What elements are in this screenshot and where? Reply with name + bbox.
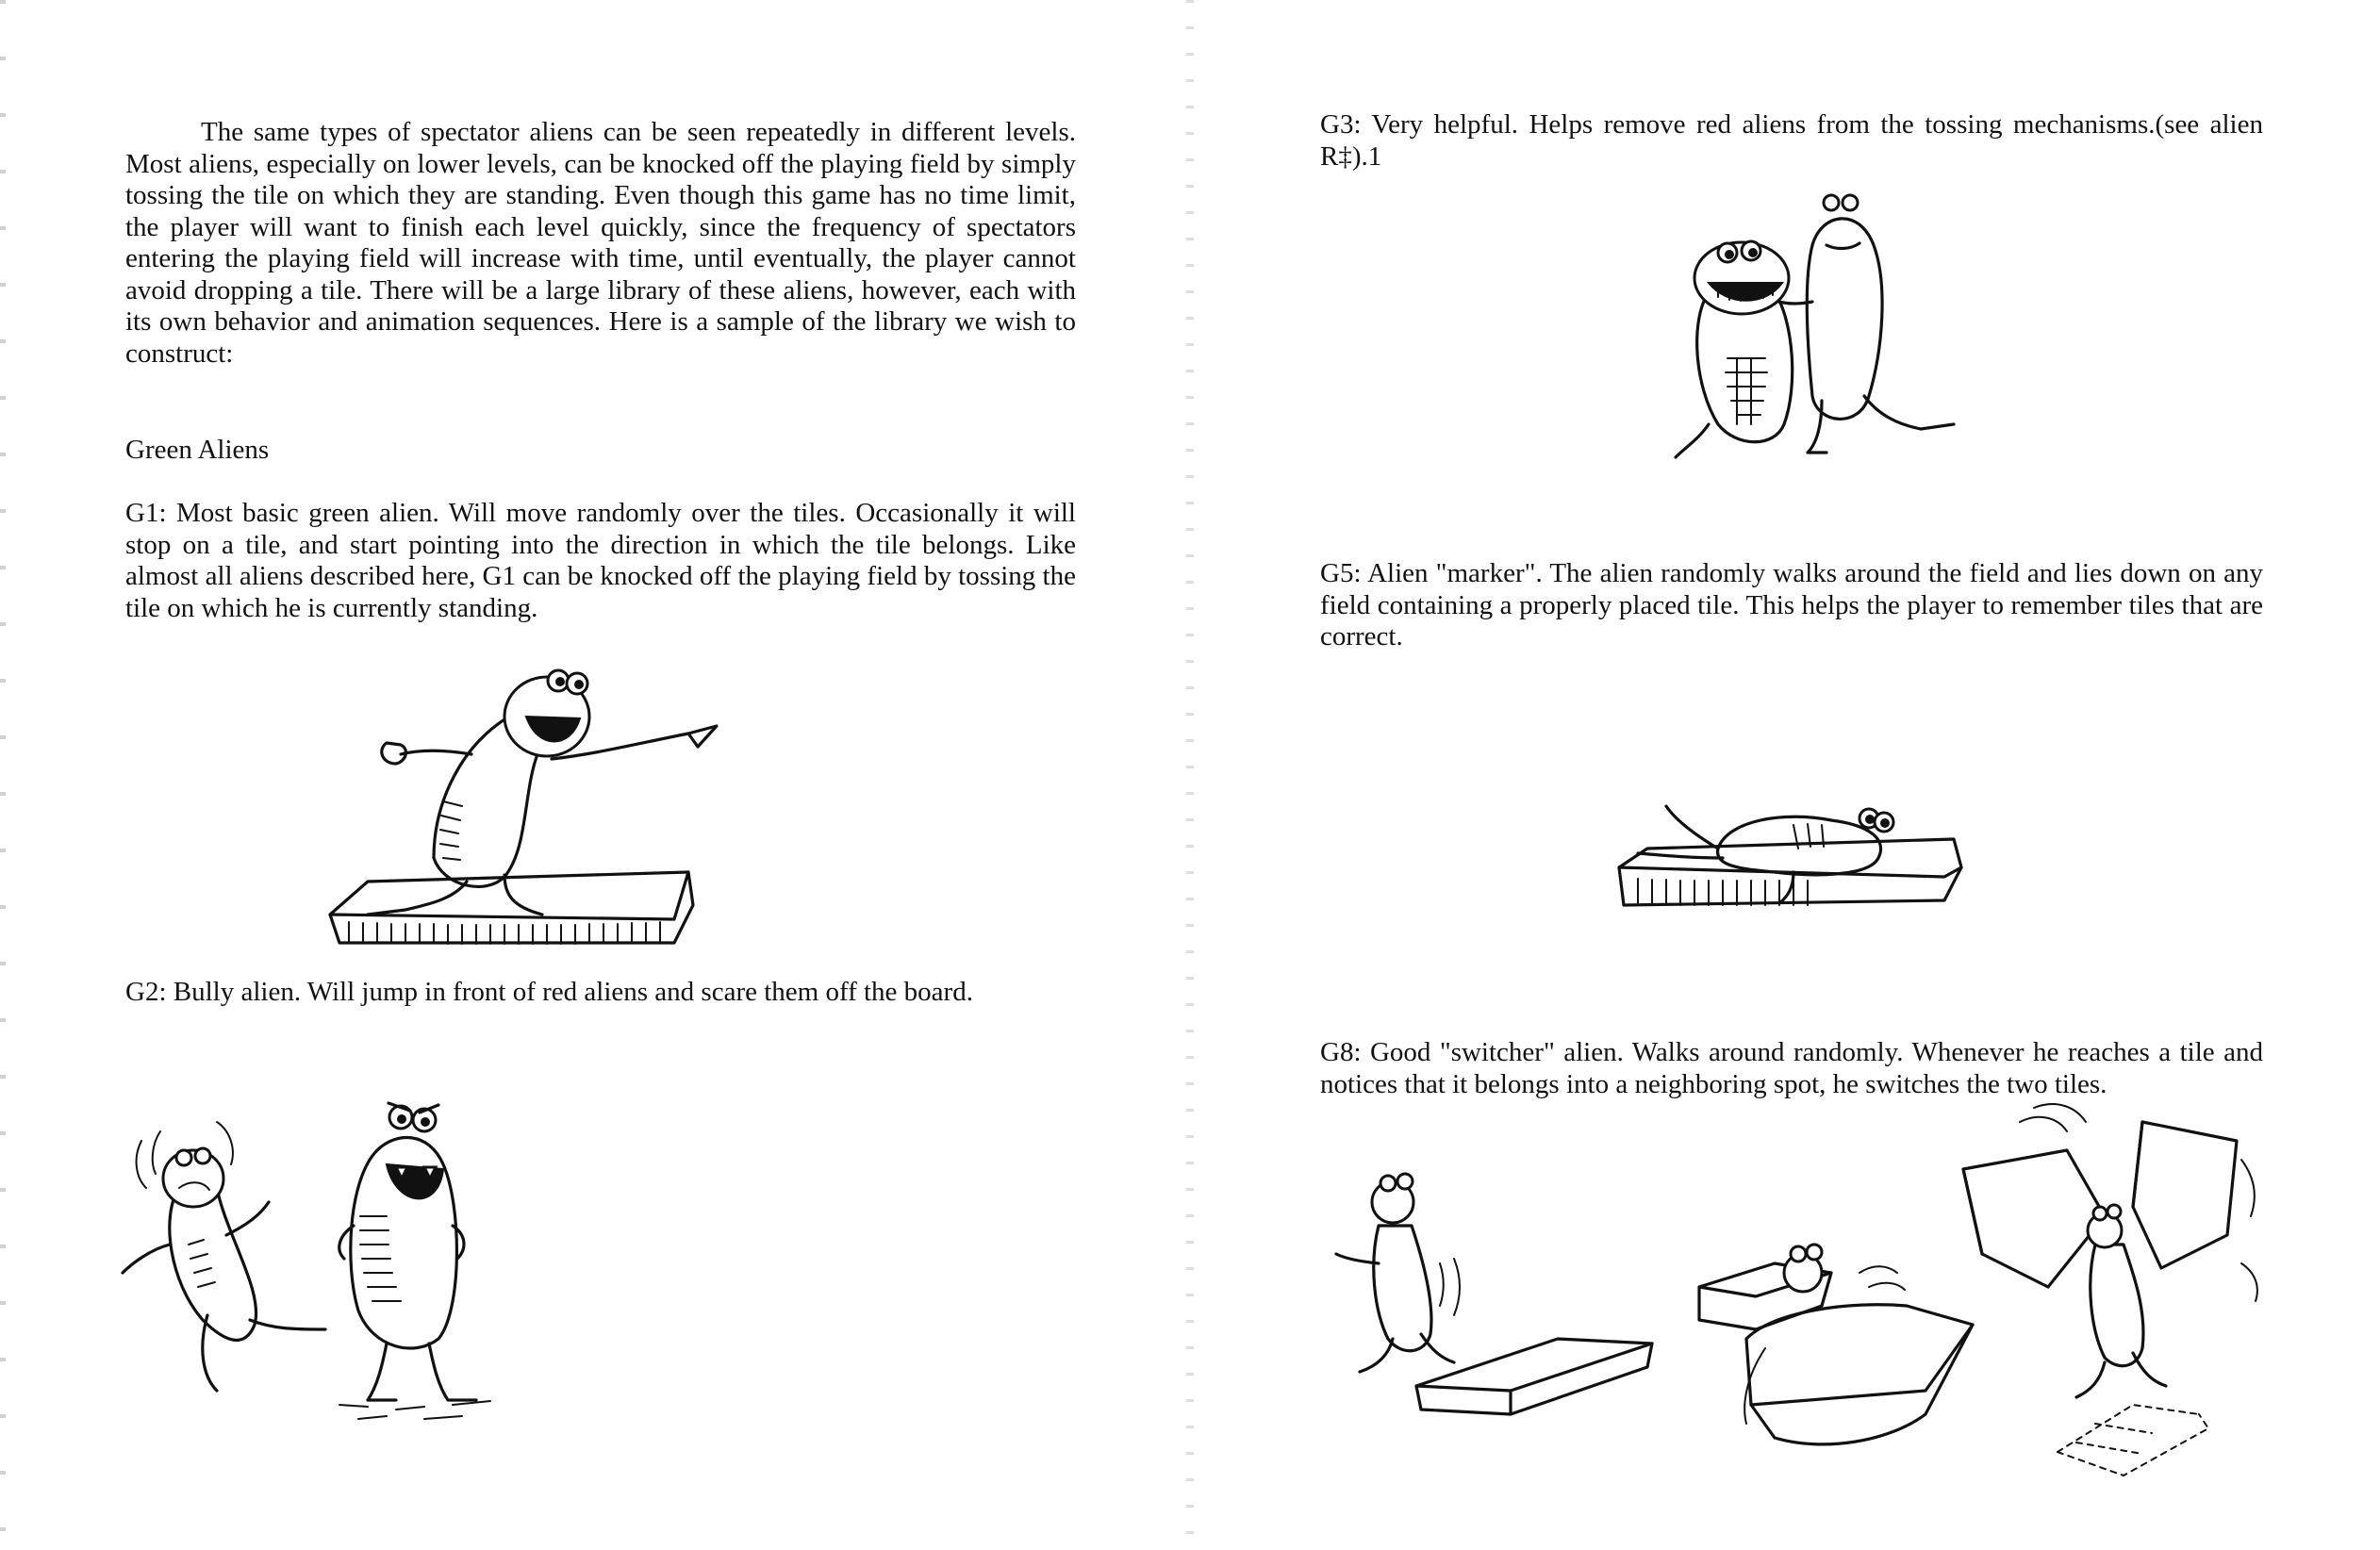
g8-frame-2 [1699,1245,1973,1444]
g5-description: G5: Alien "marker". The alien randomly walks around the field and lies down on any field containing a properly placed tile. This helps the player to remember tiles that are correct. [1320,558,2263,651]
intro-paragraph: The same types of spectator aliens can be seen repeatedly in different levels. Most aliens, especially on lower levels, can be knocked off the playing field by simply tossing the tile on which they are standing. Even though this game has no time limit, the player will want to finish each level quickly, since the frequency of spectators entering the playing field will increase with time, until eventually, the player cannot avoid dropping a tile. There will be a large library of these aliens, however, each with its own behavior and animation sequences. Here is a sample of the library we wish to construct: [125,117,1076,369]
g8-frame-3 [1963,1104,2257,1476]
g2-bully-alien-illustration [113,1075,613,1443]
g2-description: G2: Bully alien. Will jump in front of red aliens and scare them off the board. [125,977,973,1007]
g1-description: G1: Most basic green alien. Will move randomly over the tiles. Occasionally it will stop on a tile, and start pointing into the direction in which the tile belongs. Like almost all aliens described here, G1 can be knocked off the playing field by tossing the tile on which he is currently standing. [125,498,1076,623]
g8-switcher-alien-illustration [1322,1103,2265,1509]
right-page [1190,0,2380,1550]
g1-pointing-alien-illustration [311,660,735,971]
g8-description: G8: Good "switcher" alien. Walks around randomly. Whenever he reaches a tile and notices that it belongs into a neighboring spot, he switches the two tiles. [1320,1037,2263,1099]
g3-description: G3: Very helpful. Helps remove red aliens from the tossing mechanisms.(see alien R‡).1 [1320,109,2263,172]
g5-marker-alien-illustration [1605,783,1982,933]
section-heading-green-aliens: Green Aliens [125,435,270,465]
g3-helper-alien-illustration [1671,189,2010,471]
g8-frame-1 [1336,1174,1652,1414]
